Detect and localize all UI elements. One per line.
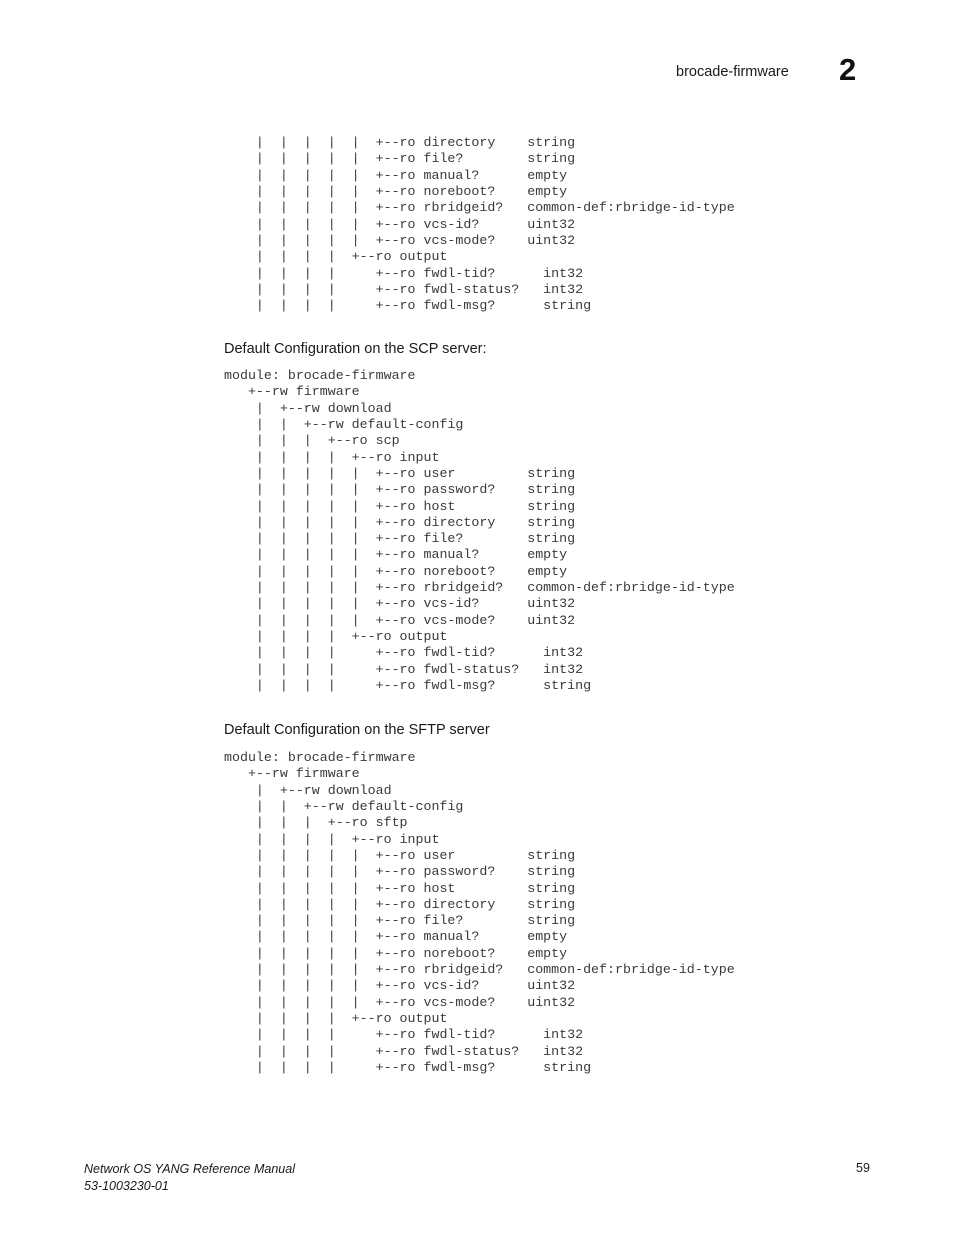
running-header-chapter-number: 2	[839, 52, 857, 87]
page-number: 59	[856, 1161, 870, 1175]
footer-doc-number: 53-1003230-01	[84, 1179, 169, 1193]
page-footer	[84, 1161, 295, 1195]
yang-tree-code-block-continued: | | | | | +--ro directory string | | | | | +--ro file? string | | | | | +--ro manual? empty | | | | | +--ro noreboot? empty | | | | | +--ro rbridgeid? common-def:rbridge-id-type | | | | | +--ro vcs-id? uint32 | | | | | +--ro vcs-mode? uint32 | | | | +--ro output | | | | +--ro fwdl-tid? int32 | | | | +--ro fwdl-status? int32 | | | | +--ro fwdl-msg? string	[255, 135, 735, 314]
section-heading-sftp: Default Configuration on the SFTP server	[224, 722, 490, 738]
running-header-section-title: brocade-firmware	[676, 64, 789, 80]
section-heading-scp: Default Configuration on the SCP server:	[224, 341, 487, 357]
footer-manual-title: Network OS YANG Reference Manual	[84, 1162, 295, 1176]
yang-tree-code-block-sftp: module: brocade-firmware +--rw firmware | +--rw download | | +--rw default-config | | | +--ro sftp | | | | +--ro input | | | | | +--ro user string | | | | | +--ro password? string | | | | | +--ro host string | | | | | +--ro directory string | | | | | +--ro file? string | | | | | +--ro manual? empty | | | | | +--ro noreboot? empty | | | | | +--ro rbridgeid? common-def:rbridge-id-type | | | | | +--ro vcs-id? uint32 | | | | | +--ro vcs-mode? uint32 | | | | +--ro output | | | | +--ro fwdl-tid? int32 | | | | +--ro fwdl-status? int32 | | | | +--ro fwdl-msg? string	[224, 750, 735, 1075]
yang-tree-code-block-scp: module: brocade-firmware +--rw firmware | +--rw download | | +--rw default-config | | | +--ro scp | | | | +--ro input | | | | | +--ro user string | | | | | +--ro password? string | | | | | +--ro host string | | | | | +--ro directory string | | | | | +--ro file? string | | | | | +--ro manual? empty | | | | | +--ro noreboot? empty | | | | | +--ro rbridgeid? common-def:rbridge-id-type | | | | | +--ro vcs-id? uint32 | | | | | +--ro vcs-mode? uint32 | | | | +--ro output | | | | +--ro fwdl-tid? int32 | | | | +--ro fwdl-status? int32 | | | | +--ro fwdl-msg? string	[224, 368, 735, 693]
